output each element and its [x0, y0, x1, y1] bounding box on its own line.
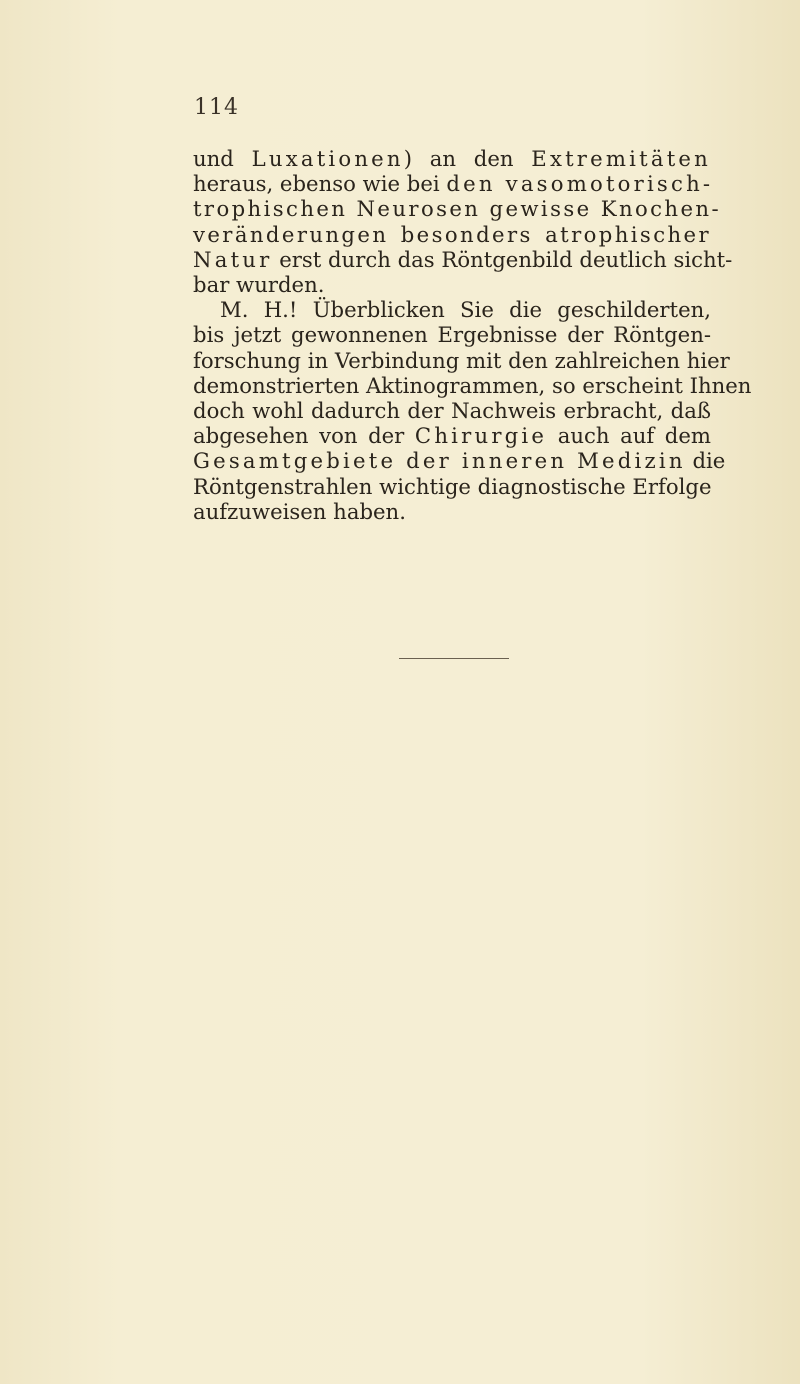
spaced-term: Gesamtgebiete der inneren Medizin [193, 448, 686, 474]
text-line [193, 423, 711, 448]
text-run: abgesehen von der [193, 423, 415, 449]
text-line: Röntgenstrahlen wichtige diagnostische Erfolge [193, 473, 712, 499]
text-line: M. H.! Überblicken Sie die geschilderten, [220, 297, 711, 323]
text-line: bar wurden. [193, 272, 325, 298]
spaced-term: gewisse Knochen- [480, 196, 722, 222]
spaced-term: trophischen Neurosen [193, 196, 481, 222]
spaced-term: Natur [193, 246, 273, 272]
text-line: forschung in Verbindung mit den zahlreichen hier [193, 347, 730, 373]
text-run: auch auf dem [547, 423, 711, 449]
text-line: doch wohl dadurch der Nachweis erbracht, daß [193, 398, 711, 424]
text-line: bis jetzt gewonnenen Ergebnisse der Röntgen- [193, 322, 711, 348]
spaced-term: Chirurgie [414, 423, 548, 449]
text-run: erst durch das Röntgenbild deutlich sicht- [272, 246, 733, 272]
spaced-term: veränderungen besonders atrophischer [193, 221, 711, 247]
text-run: die [685, 448, 726, 474]
spaced-term: den vasomotorisch- [446, 171, 714, 197]
text-run: ) an den [403, 146, 532, 171]
text-run: und [193, 146, 252, 171]
page-number: 114 [194, 95, 239, 120]
text-line [193, 222, 711, 247]
spaced-term: Extremitäten [531, 146, 711, 171]
text-line [193, 196, 722, 222]
body-text [193, 146, 752, 524]
spaced-term: Luxationen [251, 146, 404, 171]
text-line [193, 448, 726, 474]
text-line [193, 246, 733, 272]
text-run: heraus, ebenso wie bei [193, 171, 447, 197]
end-rule [399, 658, 509, 659]
text-line [193, 146, 711, 171]
text-line: aufzuweisen haben. [193, 498, 406, 524]
text-line [193, 171, 714, 197]
text-line: demonstrierten Aktinogrammen, so erscheint Ihnen [193, 372, 752, 398]
